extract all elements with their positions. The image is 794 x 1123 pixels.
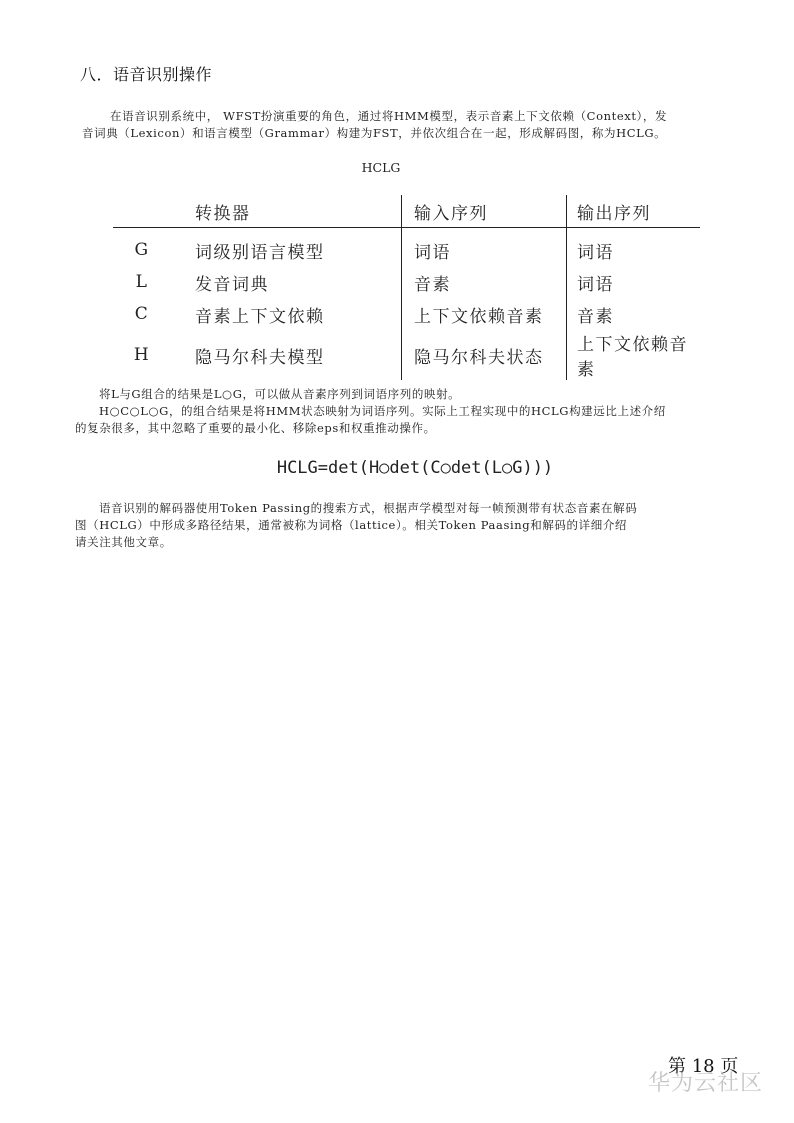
row-output: 词语 — [577, 242, 614, 263]
intro-paragraph — [82, 108, 667, 142]
hclg-table — [113, 195, 700, 380]
watermark: 华为云社区 — [648, 1071, 764, 1096]
row-transducer: 隐马尔科夫模型 — [171, 330, 402, 380]
hclg-formula: HCLG=det(H○det(C○det(L○G))) — [276, 458, 554, 478]
composition-line-1: 将L与G组合的结果是L○G，可以做从音素序列到词语序列的映射。 — [99, 387, 461, 401]
row-input: 词语 — [402, 228, 567, 267]
table-row — [113, 330, 700, 380]
decoder-line-3: 请关注其他文章。 — [75, 535, 172, 549]
intro-line-1: 在语音识别系统中， WFST扮演重要的角色，通过将HMM模型，表示音素上下文依赖（Context），发 — [110, 109, 668, 123]
row-label: L — [135, 272, 149, 292]
table-caption: HCLG — [361, 160, 401, 175]
decoder-paragraph — [75, 500, 637, 551]
row-output: 词语 — [577, 274, 614, 295]
composition-line-2: H○C○L○G，的组合结果是将HMM状态映射为词语序列。实际上工程实现中的HCLG构建远比上述介绍 — [99, 404, 666, 418]
row-transducer: 词级别语言模型 — [171, 228, 402, 267]
composition-paragraph — [75, 386, 666, 437]
row-transducer: 音素上下文依赖 — [171, 298, 402, 330]
table-row — [113, 228, 700, 267]
header-cell-input: 输入序列 — [402, 195, 567, 228]
header-cell-transducer: 转换器 — [171, 195, 402, 228]
row-label: H — [133, 345, 151, 365]
table-header-row — [113, 195, 700, 228]
table-row — [113, 266, 700, 298]
row-input: 音素 — [402, 266, 567, 298]
composition-line-3: 的复杂很多，其中忽略了重要的最小化、移除eps和权重推动操作。 — [75, 421, 436, 435]
row-input: 隐马尔科夫状态 — [402, 330, 567, 380]
table-row — [113, 298, 700, 330]
header-cell-output: 输出序列 — [567, 195, 701, 228]
row-input: 上下文依赖音素 — [402, 298, 567, 330]
row-output: 音素 — [577, 306, 614, 327]
row-label: C — [134, 304, 150, 324]
row-label: G — [134, 240, 150, 260]
header-cell-label — [113, 195, 171, 228]
row-transducer: 发音词典 — [171, 266, 402, 298]
section-title: 八．语音识别操作 — [80, 65, 213, 84]
intro-line-2: 音词典（Lexicon）和语言模型（Grammar）构建为FST，并依次组合在一起，形成解码图，称为HCLG。 — [82, 126, 667, 140]
decoder-line-2: 图（HCLG）中形成多路径结果，通常被称为词格（lattice）。相关Token Paasing和解码的详细介绍 — [75, 518, 628, 532]
decoder-line-1: 语音识别的解码器使用Token Passing的搜索方式，根据声学模型对每一帧预测带有状态音素在解码 — [99, 501, 638, 515]
row-output: 上下文依赖音素 — [577, 335, 688, 380]
page-number: 第 18 页 — [668, 1056, 739, 1077]
